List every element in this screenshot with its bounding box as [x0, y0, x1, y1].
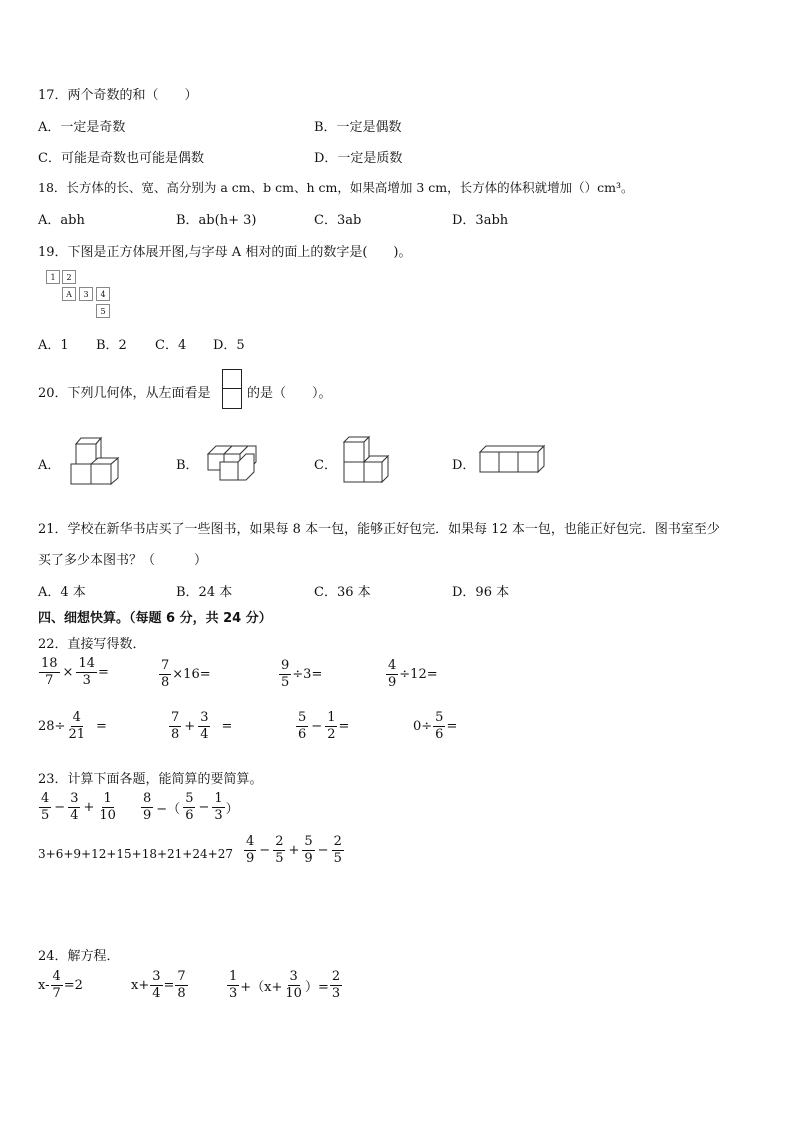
q24-equation-3: $\frac{1}{3}$ +（x+ $\frac{3}{10}$ ）= $\frac{2}{3}$ — [229, 969, 341, 1001]
q18-stem: 18．长方体的长、宽、高分别为 a cm、b cm、h cm，如果高增加 3 cm，长方体的体积就增加（）cm³。 — [38, 180, 634, 195]
q17-option-d: D．一定是质数 — [314, 151, 403, 166]
net-cell: 1 — [46, 270, 60, 284]
q18-option-b: B．ab(h+ 3) — [176, 213, 257, 228]
q24-stem: 24．解方程． — [38, 949, 120, 964]
section-heading: 四、细想快算。（每题 6 分，共 24 分） — [38, 611, 272, 626]
q20-stem-post: 的是（ ）。 — [247, 386, 332, 401]
solid-d-figure — [478, 444, 548, 476]
q21-option-a: A．4 本 — [38, 585, 86, 600]
q22-expression-7: $\frac{5}{6}$ − $\frac{1}{2}$ = — [298, 710, 350, 742]
net-cell: 3 — [79, 287, 93, 301]
solid-c-figure — [340, 434, 396, 486]
q23-expression-4: $\frac{4}{9}$ − $\frac{2}{5}$ + $\frac{5}{9}$ − $\frac{2}{5}$ — [246, 834, 342, 866]
q17-option-b: B．一定是偶数 — [314, 120, 402, 135]
q20-option-c: C． — [314, 458, 337, 473]
net-cell: 5 — [96, 304, 110, 318]
q22-expression-8: 0÷ $\frac{5}{6}$ = — [413, 710, 458, 742]
q19-stem: 19．下图是正方体展开图,与字母 A 相对的面上的数字是( )。 — [38, 245, 412, 260]
left-view-icon — [222, 369, 242, 409]
q17-option-c: C．可能是奇数也可能是偶数 — [38, 151, 204, 166]
q22-expression-5: 28÷ $\frac{4}{21}$ = — [38, 710, 107, 742]
q24-equation-1: x- $\frac{4}{7}$ =2 — [38, 969, 83, 1001]
q17-stem: 17．两个奇数的和（ ） — [38, 88, 198, 103]
q23-stem: 23．计算下面各题，能简算的要简算。 — [38, 772, 263, 787]
q20-stem-pre: 20．下列几何体，从左面看是 — [38, 386, 211, 401]
q18-option-d: D．3abh — [452, 213, 509, 228]
q21-option-c: C．36 本 — [314, 585, 371, 600]
q21-option-b: B．24 本 — [176, 585, 233, 600]
q19-option-a: A．1 — [38, 338, 69, 353]
q20-option-d: D． — [452, 458, 476, 473]
q22-expression-3: $\frac{9}{5}$ ÷3= — [281, 658, 323, 690]
q18-option-c: C．3ab — [314, 213, 362, 228]
q24-equation-2: x+ $\frac{3}{4}$ = $\frac{7}{8}$ — [131, 969, 186, 1001]
net-cell: A — [62, 287, 76, 301]
cube-net-figure — [46, 270, 116, 322]
q23-expression-2: $\frac{8}{9}$ −（ $\frac{5}{6}$ − $\frac{1}{3}$ ） — [143, 791, 239, 823]
q18-option-a: A．abh — [38, 213, 85, 228]
q20-option-b: B． — [176, 458, 199, 473]
q22-expression-2: $\frac{7}{8}$ ×16= — [161, 658, 211, 690]
solid-a-figure — [66, 434, 126, 486]
net-cell: 4 — [96, 287, 110, 301]
q22-expression-1: $\frac{18}{7}$ × $\frac{14}{3}$ = — [41, 656, 109, 688]
net-cell: 2 — [62, 270, 76, 284]
q21-stem-line1: 21．学校在新华书店买了一些图书，如果每 8 本一包，能够正好包完．如果每 12 本一包，也能正好包完．图书室至少 — [38, 522, 720, 537]
q21-stem-line2: 买了多少本图书？（ ） — [38, 553, 208, 568]
q19-option-d: D．5 — [213, 338, 245, 353]
q22-expression-6: $\frac{7}{8}$ + $\frac{3}{4}$ = — [171, 710, 233, 742]
q23-expression-3: 3+6+9+12+15+18+21+24+27 — [38, 847, 233, 861]
q19-option-b: B．2 — [96, 338, 127, 353]
q22-expression-4: $\frac{4}{9}$ ÷12= — [388, 658, 438, 690]
solid-b-figure — [204, 440, 264, 486]
q23-expression-1: $\frac{4}{5}$ − $\frac{3}{4}$ + $\frac{1}{10}$ — [41, 791, 116, 823]
q21-option-d: D．96 本 — [452, 585, 510, 600]
q19-option-c: C．4 — [155, 338, 187, 353]
q17-option-a: A．一定是奇数 — [38, 120, 126, 135]
q20-option-a: A． — [38, 458, 61, 473]
q22-stem: 22．直接写得数． — [38, 637, 146, 652]
